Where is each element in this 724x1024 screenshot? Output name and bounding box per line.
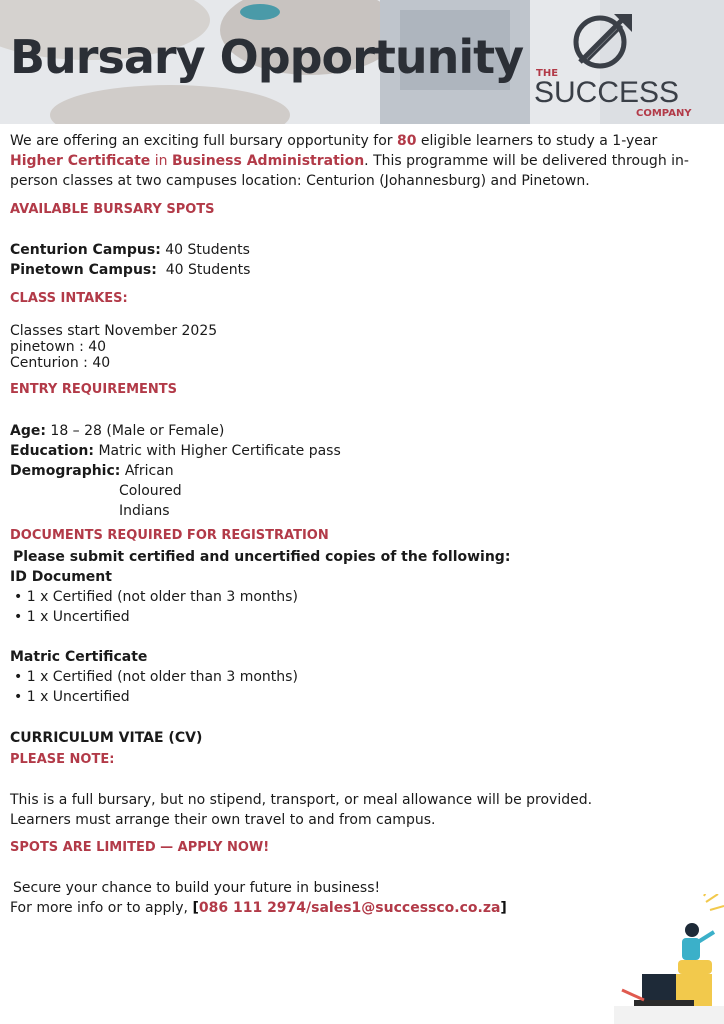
intro-line-1: We are offering an exciting full bursary opportunity for 80 eligible learners to study a 1-year [10,133,658,149]
entry-age: Age: 18 – 28 (Male or Female) [10,423,225,439]
company-logo [528,10,718,122]
demographic-item: Coloured [119,483,182,499]
matric-certificate-title: Matric Certificate [10,649,148,665]
cta-line-2: For more info or to apply, [086 111 2974/sales1@successco.co.za] [10,900,507,916]
section-heading-note: PLEASE NOTE: [10,752,115,767]
logo-text-success: SUCCESS [534,76,680,109]
section-heading-cta: SPOTS ARE LIMITED — APPLY NOW! [10,840,270,855]
matric-item-certified: • 1 x Certified (not older than 3 months) [14,669,298,685]
header-banner [0,0,724,124]
section-heading-spots: AVAILABLE BURSARY SPOTS [10,202,215,217]
demographic-item: Indians [119,503,170,519]
id-item-uncertified: • 1 x Uncertified [14,609,130,625]
section-heading-documents: DOCUMENTS REQUIRED FOR REGISTRATION [10,528,329,543]
note-line-2: Learners must arrange their own travel to and from campus. [10,812,436,828]
contact-info: 086 111 2974/sales1@successco.co.za [198,900,501,916]
id-document-title: ID Document [10,569,112,585]
intro-line-3: person classes at two campuses location: Centurion (Johannesburg) and Pinetown. [10,173,590,189]
entry-education: Education: Matric with Higher Certificate pass [10,443,341,459]
documents-instruction: Please submit certified and uncertified copies of the following: [13,549,511,565]
section-heading-entry: ENTRY REQUIREMENTS [10,382,178,397]
intake-pinetown: pinetown : 40 [10,339,107,355]
cv-title: CURRICULUM VITAE (CV) [10,730,203,746]
spots-centurion: Centurion Campus: 40 Students [10,242,250,258]
id-item-certified: • 1 x Certified (not older than 3 months) [14,589,298,605]
logo-text-company: COMPANY [636,108,692,119]
person-laptop-illustration [614,894,724,1024]
intake-start: Classes start November 2025 [10,323,218,339]
cta-line-1: Secure your chance to build your future in business! [13,880,381,896]
logo-emblem [568,10,638,70]
page-title: Bursary Opportunity [10,30,524,84]
note-line-1: This is a full bursary, but no stipend, transport, or meal allowance will be provided. [10,792,593,808]
matric-item-uncertified: • 1 x Uncertified [14,689,130,705]
entry-demographic: Demographic: African [10,463,174,479]
spots-pinetown: Pinetown Campus: 40 Students [10,262,251,278]
logo-text-the: THE [536,68,559,79]
section-heading-intakes: CLASS INTAKES: [10,291,128,306]
intake-centurion: Centurion : 40 [10,355,111,371]
intro-line-2: Higher Certificate in Business Administration. This programme will be delivered through in- [10,153,689,169]
